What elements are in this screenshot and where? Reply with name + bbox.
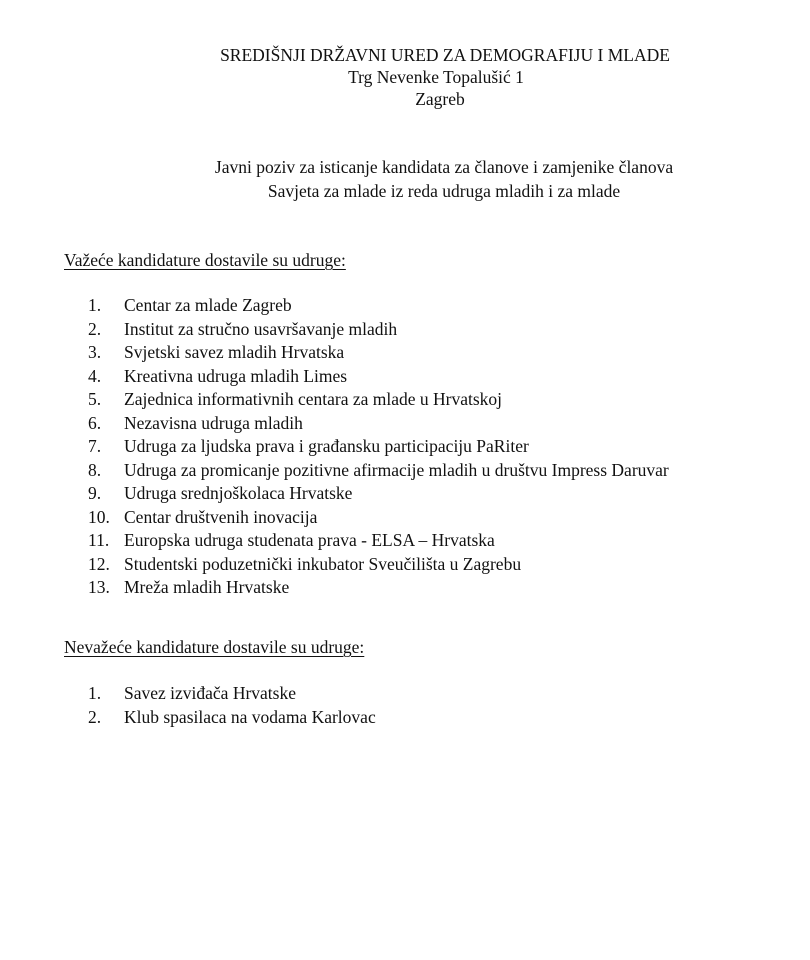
item-text: Udruga za promicanje pozitivne afirmacije mladih u društvu Impress Daruvar [124,459,669,480]
item-text: Centar društvenih inovacija [124,506,318,527]
document-subject [0,155,810,203]
invalid-candidacies-list [88,682,376,729]
list-item [88,318,669,342]
list-item [88,576,669,600]
list-item [88,341,669,365]
item-text: Zajednica informativnih centara za mlade u Hrvatskoj [124,389,503,409]
item-number: 4. [88,365,102,386]
item-number: 2. [88,706,102,727]
item-number: 1. [88,683,102,703]
item-number: 11. [88,530,110,550]
list-item [88,459,669,483]
list-item [88,482,669,506]
item-text: Udruga srednjoškolaca Hrvatske [124,483,353,503]
list-item [88,553,669,577]
list-item [88,365,669,389]
list-item [88,506,669,530]
list-item [88,529,669,553]
valid-candidacies-heading: Važeće kandidature dostavile su udruge: [64,250,346,270]
item-number: 5. [88,389,102,409]
item-number: 1. [88,295,102,315]
item-number: 10. [88,506,110,527]
list-item [88,682,376,706]
office-city: Zagreb [415,89,465,109]
item-number: 9. [88,483,102,503]
item-number: 12. [88,553,110,574]
item-text: Nezavisna udruga mladih [124,412,303,433]
list-item [88,412,669,436]
item-text: Udruga za ljudska prava i građansku participaciju PaRiter [124,436,529,456]
item-text: Centar za mlade Zagreb [124,295,292,315]
office-name: SREDIŠNJI DRŽAVNI URED ZA DEMOGRAFIJU I MLADE [220,45,670,65]
subject-line-1: Javni poziv za isticanje kandidata za članove i zamjenike članova [214,157,674,177]
item-text: Studentski poduzetnički inkubator Sveučilišta u Zagrebu [124,553,522,574]
item-text: Svjetski savez mladih Hrvatska [124,342,345,362]
office-address: Trg Nevenke Topalušić 1 [348,67,524,87]
item-number: 8. [88,459,102,480]
item-text: Klub spasilaca na vodama Karlovac [124,706,376,727]
item-number: 7. [88,436,102,456]
item-number: 6. [88,412,102,433]
subject-line-2: Savjeta za mlade iz reda udruga mladih i za mlade [267,181,621,201]
item-text: Savez izviđača Hrvatske [124,683,297,703]
document-header [0,44,810,110]
list-item [88,294,669,318]
item-number: 3. [88,342,102,362]
item-text: Mreža mladih Hrvatske [124,577,290,597]
item-number: 13. [88,577,110,597]
item-text: Europska udruga studenata prava - ELSA – Hrvatska [124,530,495,550]
valid-candidacies-list [88,294,669,600]
list-item [88,435,669,459]
invalid-candidacies-heading: Nevažeće kandidature dostavile su udruge: [64,637,365,657]
item-text: Institut za stručno usavršavanje mladih [124,318,398,339]
item-number: 2. [88,318,102,339]
list-item [88,388,669,412]
list-item [88,706,376,730]
item-text: Kreativna udruga mladih Limes [124,365,348,386]
